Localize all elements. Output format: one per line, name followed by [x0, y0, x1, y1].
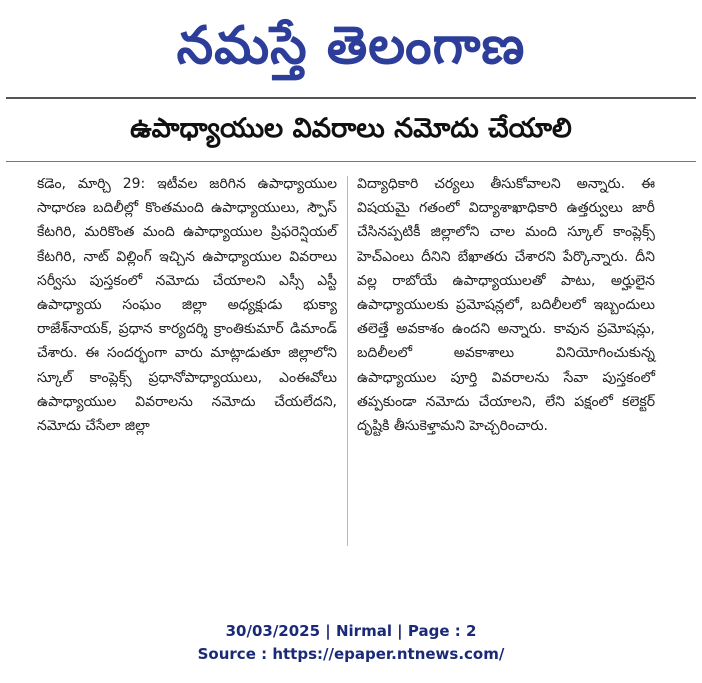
article-body-left-column: కడెం, మార్చి 29: ఇటీవల జరిగిన ఉపాధ్యాయుల సాధారణ బదిలీల్లో కొంతమంది ఉపాధ్యాయులు, స్పౌస్ కేటగిరి, మరికొంత మంది ఉపాధ్యాయుల ప్రిఫరెన్షియల్ కేటగిరి, నాట్ విల్లింగ్ ఇచ్చిన ఉపాధ్యాయుల వివరాలు సర్వీసు పుస్తకంలో నమోదు చేయాలని ఎస్సీ ఎస్టీ ఉపాధ్యాయ సంఘం జిల్లా అధ్యక్షుడు భుక్యా రాజేశ్‌నాయక్, ప్రధాన కార్యదర్శి క్రాంతికుమార్ డిమాండ్ చేశారు. ఈ సందర్భంగా వారు మాట్లాడుతూ జిల్లాలోని స్కూల్ కాంప్లెక్స్ ప్రధానోపాధ్యాయులు, ఎంఈవోలు ఉపాధ్యాయుల వివరాలను నమోదు చేయలేదని, నమోదు చేసేలా జిల్లా	[37, 176, 337, 435]
article-body-right-column: విద్యాధికారి చర్యలు తీసుకోవాలని అన్నారు. ఈ విషయమై గతంలో విద్యాశాఖాధికారి ఉత్తర్వులు జారీ చేసినప్పటికీ జిల్లాలోని చాల మంది స్కూల్ కాంప్లెక్స్ హెచ్‌ఎంలు దీనిని బేఖాతరు చేశారని పేర్కొన్నారు. దీని వల్ల రాబోయే ఉపాధ్యాయులతో పాటు, అర్హులైన ఉపాధ్యాయులకు ప్రమోషన్లలో, బదిలీలలో ఇబ్బందులు తలెత్తే అవకాశం ఉందని అన్నారు. కావున ప్రమోషన్లు, బదిలీలలో అవకాశాలు వినియోగించుకున్న ఉపాధ్యాయుల పూర్తి వివరాలను సేవా పుస్తకంలో తప్పకుండా నమోదు చేయాలని, లేని పక్షంలో కలెక్టర్ దృష్టికి తీసుకెళ్తామని హెచ్చరించారు.	[357, 176, 655, 435]
column-divider	[347, 176, 348, 546]
masthead-logo: నమస్తే తెలంగాణ	[176, 15, 526, 76]
headline-top-rule	[6, 97, 696, 99]
footer-date-edition-page: 30/03/2025 | Nirmal | Page : 2	[225, 622, 477, 640]
article-headline: ఉపాధ్యాయుల వివరాలు నమోదు చేయాలి	[130, 113, 572, 144]
headline-bottom-rule	[6, 161, 696, 162]
footer-source-link[interactable]: Source : https://epaper.ntnews.com/	[197, 645, 505, 663]
